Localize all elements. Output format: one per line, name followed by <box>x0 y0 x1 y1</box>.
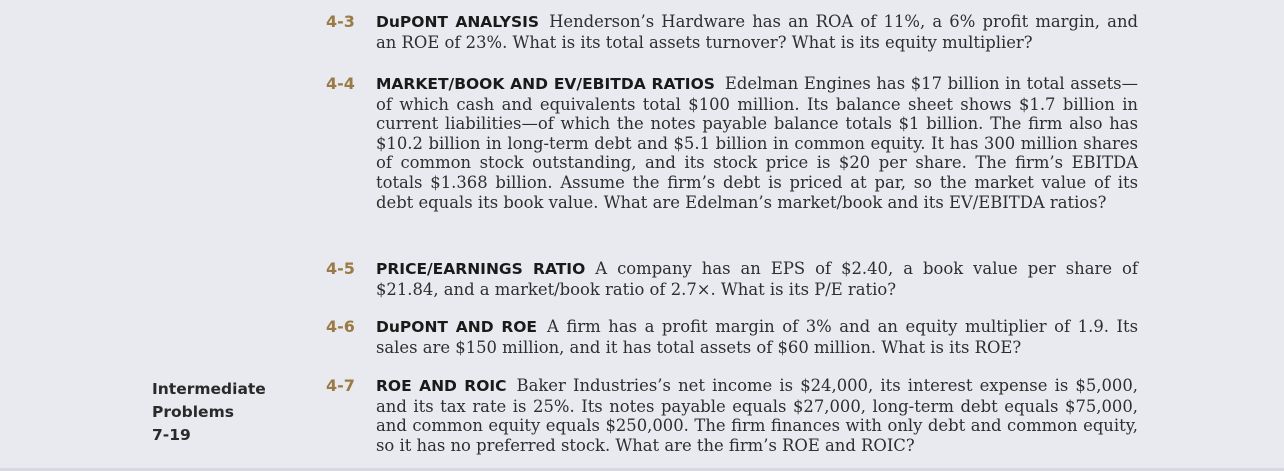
problem-number: 4-4 <box>326 74 355 93</box>
problem-number: 4-5 <box>326 259 355 278</box>
problem-4-3 <box>326 12 1138 52</box>
problem-heading: ROE AND ROIC <box>376 377 507 395</box>
problem-text: Edelman Engines has $17 billion in total assets—of which cash and equivalents total $100 million. Its balance sheet shows $1.7 billion in current liabilities—of which the notes payable balance totals $1 billion. The firm also has $10.2 billion in long-term debt and $5.1 billion in common equity. It has 300 million shares of common stock outstanding, and its stock price is $20 per share. The firm’s EBITDA totals $1.368 billion. Assume the firm’s debt is priced at par, so the market value of its debt equals its book value. What are Edelman’s market/book and its EV/EBITDA ratios? <box>376 74 1138 212</box>
problem-4-7 <box>326 376 1138 455</box>
problem-text: A company has an EPS of $2.40, a book value per share of $21.84, and a market/book ratio of 2.7×. What is its P/E ratio? <box>376 259 1138 299</box>
problem-body <box>376 12 1138 52</box>
problem-body <box>376 376 1138 455</box>
problem-heading: PRICE/EARNINGS RATIO <box>376 260 586 278</box>
section-side-label <box>152 378 266 447</box>
problem-body <box>376 74 1138 212</box>
problem-heading: MARKET/BOOK AND EV/EBITDA RATIOS <box>376 75 715 93</box>
problem-number: 4-3 <box>326 12 355 31</box>
problem-4-4 <box>326 74 1138 212</box>
problem-number: 4-6 <box>326 317 355 336</box>
problem-body <box>376 317 1138 357</box>
problem-heading: DuPONT ANALYSIS <box>376 13 540 31</box>
problem-heading: DuPONT AND ROE <box>376 318 538 336</box>
problem-4-5 <box>326 259 1138 299</box>
side-label-line: Intermediate <box>152 380 266 398</box>
problem-number: 4-7 <box>326 376 355 395</box>
problem-4-6 <box>326 317 1138 357</box>
side-label-line: 7-19 <box>152 426 191 444</box>
problem-text: A firm has a profit margin of 3% and an equity multiplier of 1.9. Its sales are $150 million, and it has total assets of $60 million. What is its ROE? <box>376 317 1138 357</box>
problem-text: Henderson’s Hardware has an ROA of 11%, a 6% profit margin, and an ROE of 23%. What is its total assets turnover? What is its equity multiplier? <box>376 12 1139 52</box>
problem-body <box>376 259 1138 299</box>
problem-text: Baker Industries’s net income is $24,000, its interest expense is $5,000, and its tax rate is 25%. Its notes payable equals $27,000, long-term debt equals $75,000, and common equity equals $250,000. The firm finances with only debt and common equity, so it has no preferred stock. What are the firm’s ROE and ROIC? <box>376 376 1138 455</box>
side-label-line: Problems <box>152 403 234 421</box>
